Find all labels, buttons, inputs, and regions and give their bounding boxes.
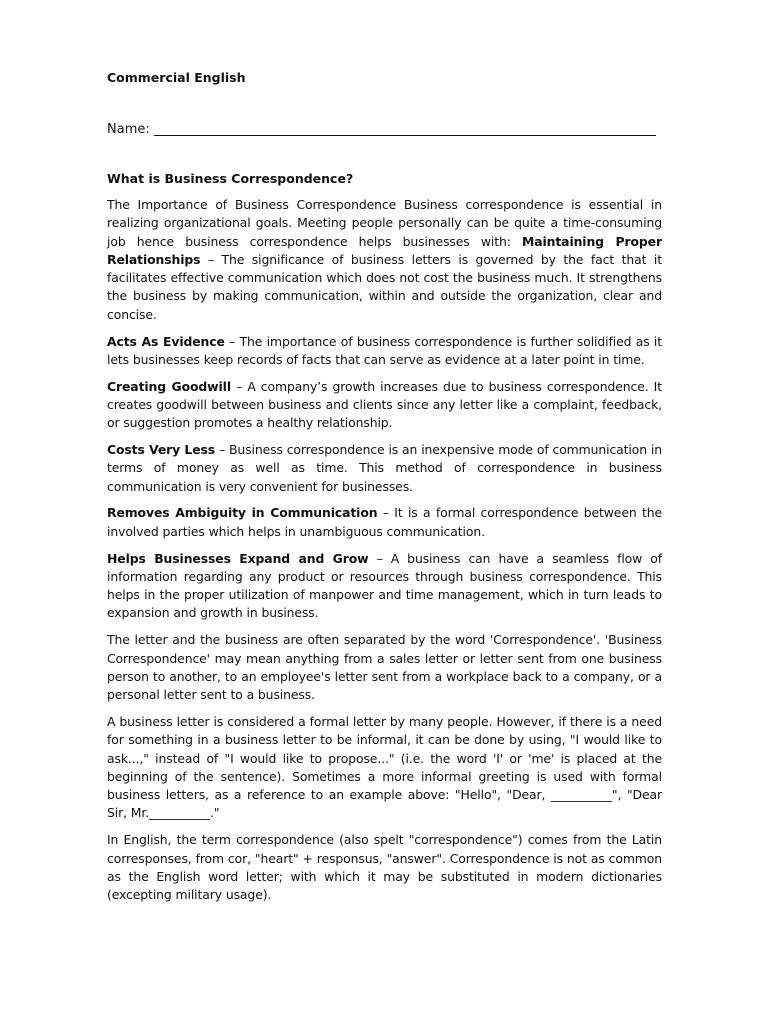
point-term: Creating Goodwill bbox=[107, 378, 231, 394]
point-term: Helps Businesses Expand and Grow bbox=[107, 550, 369, 566]
intro-paragraph bbox=[107, 196, 662, 324]
point-text: – The significance of business letters is governed by the fact that it facilitates effective communication which does not cost the business much. It strengthens the business by making communication, within and outside the organization, clear and concise. bbox=[107, 251, 662, 322]
body-paragraph: The letter and the business are often separated by the word 'Correspondence'. 'Business Correspondence' may mean anything from a sales letter or letter sent from one business person to another, to an employee's letter sent from a workplace back to a company, or a personal letter sent to a business. bbox=[107, 632, 662, 703]
point-text: – The importance of business correspondence is further solidified as it lets businesses keep records of facts that can serve as evidence at a later point in time. bbox=[107, 333, 662, 367]
point-term: Maintaining Proper Relationships bbox=[107, 233, 662, 267]
point-paragraph bbox=[107, 378, 662, 433]
body-paragraph: A business letter is considered a formal letter by many people. However, if there is a need for something in a business letter to be informal, it can be done by using, "I would like to ask...," instead of "I would like to propose..." (i.e. the word 'I' or 'me' is placed at the beginning of the sentence). Sometimes a more informal greeting is used with formal business letters, as a reference to an example above: "Hello", "Dear, __________", "Dear Sir, Mr.__________." bbox=[107, 713, 662, 821]
point-text: – A business can have a seamless flow of information regarding any product or resources through business correspondence. This helps in the proper utilization of manpower and time management, which in turn leads to expansion and growth in business. bbox=[107, 550, 662, 621]
point-paragraph bbox=[107, 504, 662, 541]
name-blank-line bbox=[154, 135, 656, 136]
point-text: – Business correspondence is an inexpensive mode of communication in terms of money as well as time. This method of correspondence in business communication is very convenient for businesses. bbox=[107, 442, 662, 494]
point-paragraph bbox=[107, 333, 662, 370]
section-heading: What is Business Correspondence? bbox=[107, 171, 354, 186]
point-term: Removes Ambiguity in Communication bbox=[107, 505, 378, 521]
point-term: Costs Very Less bbox=[107, 442, 216, 458]
point-paragraph bbox=[107, 441, 662, 496]
name-label: Name: bbox=[107, 122, 150, 137]
name-row bbox=[107, 122, 662, 137]
point-text: – A company’s growth increases due to business correspondence. It creates goodwill between business and clients since any letter like a complaint, feedback, or suggestion promotes a healthy relationship. bbox=[107, 378, 662, 431]
course-title: Commercial English bbox=[107, 70, 246, 85]
body-paragraph: In English, the term correspondence (also spelt "correspondence") comes from the Latin corresponses, from cor, "heart" + responsus, "answer". Correspondence is not as common as the English word letter; with which it may be substituted in modern dictionaries (excepting military usage). bbox=[107, 832, 662, 903]
intro-text: The Importance of Business Correspondence Business correspondence is essential in realizing organizational goals. Meeting people personally can be quite a time-consuming job hence business correspondence helps businesses with: bbox=[107, 197, 662, 249]
point-term: Acts As Evidence bbox=[107, 333, 225, 349]
point-text: – It is a formal correspondence between the involved parties which helps in unambiguous communication. bbox=[107, 505, 662, 539]
point-paragraph bbox=[107, 550, 662, 623]
